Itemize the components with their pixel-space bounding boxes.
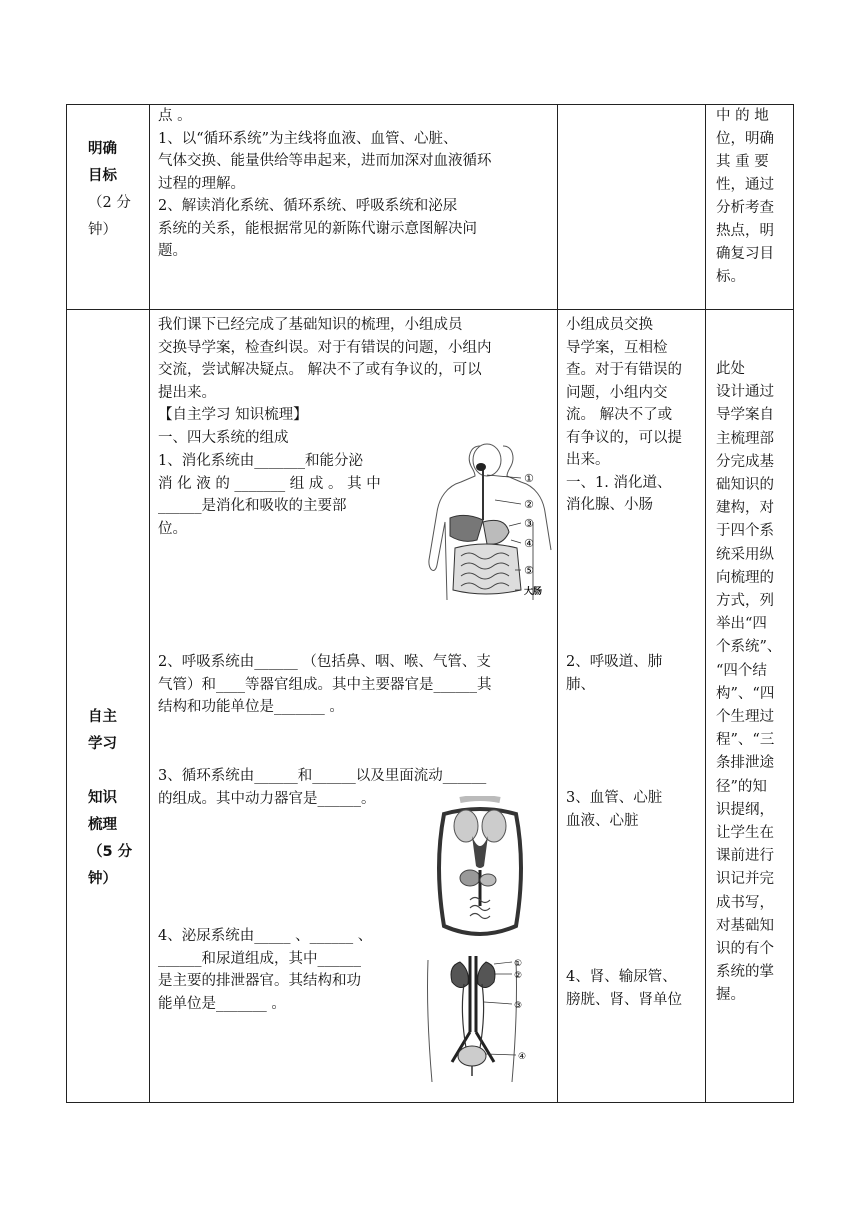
text-line: 个系统”、: [716, 639, 782, 656]
stage-cell-selfstudy: [88, 704, 148, 893]
stage-line: 自主: [88, 709, 117, 725]
stage-line: 梳理: [88, 817, 117, 833]
text-line: 握。: [716, 987, 745, 1004]
text-line: 统采用纵: [716, 546, 774, 563]
stage-line: 钟）: [88, 871, 117, 887]
text-line: 程”、“三: [716, 732, 775, 749]
col-divider-2: [557, 104, 558, 1102]
text-line: 的组成。其中动力器官是______。: [158, 790, 376, 807]
text-line: 气体交换、能量供给等串起来，进而加深对血液循环: [158, 153, 492, 169]
text-line: 向梳理的: [716, 569, 774, 586]
text-line: 小组成员交换: [566, 317, 653, 333]
stage-line: （5 分: [88, 844, 133, 860]
diagram-label: ③: [524, 517, 534, 530]
text-line: “四个结: [716, 662, 767, 679]
subheading: 一、四大系统的组成: [158, 429, 289, 446]
question-digestive: [158, 450, 408, 540]
text-line: 中 的 地: [716, 108, 769, 124]
text-line: 流。 解决不了或: [566, 407, 673, 423]
diagram-label: 大肠: [524, 587, 543, 597]
stage-line: 钟）: [88, 222, 117, 238]
text-line: 3、循环系统由______和______以及里面流动______: [158, 768, 487, 784]
diagram-label: ①: [524, 472, 534, 485]
text-line: 是主要的排泄器官。其结构和功: [158, 973, 361, 989]
text-line: 础知识的: [716, 477, 774, 494]
text-line: 交换导学案，检查纠误。对于有错误的问题，小组内: [158, 339, 492, 356]
text-line: 点 。: [158, 108, 192, 124]
diagram-label: ③: [514, 1001, 523, 1011]
text-line: 2、呼吸道、肺: [566, 654, 663, 670]
text-line: 膀胱、肾、肾单位: [566, 991, 682, 1008]
diagram-label: ④: [524, 537, 534, 550]
text-line: 肺、: [566, 676, 595, 693]
stage-line: 知识: [88, 790, 117, 806]
question-urinary: [158, 925, 408, 1015]
student-answer-2: [566, 651, 702, 696]
col-divider-1: [149, 104, 150, 1102]
text-line: 一、1. 消化道、: [566, 474, 672, 491]
urinary-system-illustration: [420, 952, 540, 1087]
text-line: 提出来。: [158, 384, 216, 401]
stage-line: （2 分: [88, 195, 131, 211]
digestive-system-illustration: [425, 440, 555, 605]
table-right-border: [793, 104, 794, 1102]
circulatory-system-illustration: [430, 796, 530, 944]
student-answer-3: [566, 787, 702, 832]
text-line: 题。: [158, 243, 187, 259]
text-line: 此处: [716, 361, 745, 377]
text-line: 出来。: [566, 452, 610, 468]
text-line: 位，明确: [716, 131, 774, 147]
text-line: 4、肾、输尿管、: [566, 969, 677, 985]
text-line: 结构和功能单位是_______ 。: [158, 699, 344, 715]
text-line: 标。: [716, 269, 745, 285]
diagram-label: ②: [514, 971, 523, 981]
text-line: 识的有个: [716, 941, 774, 958]
stage-line: [88, 758, 148, 785]
text-line: 设计通过: [716, 384, 774, 401]
text-line: 能单位是_______ 。: [158, 995, 286, 1012]
text-line: 确复习目: [716, 246, 774, 262]
text-line: 消化腺、小肠: [566, 497, 653, 513]
text-line: 导学案自: [716, 407, 774, 424]
text-line: 2、解读消化系统、循环系统、呼吸系统和泌尿: [158, 198, 458, 214]
stage-line: 学习: [88, 736, 117, 752]
text-line: 举出“四: [716, 616, 767, 633]
text-line: 4、泌尿系统由_____ 、______ 、: [158, 928, 373, 944]
text-line: 问题，小组内交: [566, 384, 668, 401]
diagram-label: ①: [514, 959, 523, 969]
diagram-label: ⑤: [524, 564, 534, 577]
diagram-label: ④: [518, 1052, 527, 1062]
table-left-border: [66, 104, 67, 1102]
teacher-cell-goal: [158, 105, 552, 263]
student-activity-intro: [566, 314, 702, 517]
text-line: 主梳理部: [716, 430, 774, 447]
text-line: 3、血管、心脏: [566, 790, 663, 806]
text-line: 导学案，互相检: [566, 339, 668, 356]
text-line: 识记并完: [716, 871, 774, 888]
text-line: 性，通过: [716, 177, 774, 193]
text-line: 交流，尝试解决疑点。 解决不了或有争议的，可以: [158, 362, 482, 378]
text-line: 有争议的，可以提: [566, 429, 682, 446]
text-line: 1、消化系统由_______和能分泌: [158, 453, 363, 469]
teacher-intro: [158, 314, 552, 449]
text-line: 热点，明: [716, 223, 774, 239]
text-line: 系统的掌: [716, 964, 774, 981]
diagram-label: ②: [524, 498, 534, 511]
text-line: 课前进行: [716, 848, 774, 865]
text-line: 构”、“四: [716, 685, 775, 702]
text-line: 1、以“循环系统”为主线将血液、血管、心脏、: [158, 130, 458, 147]
stage-line: 明确: [88, 141, 117, 157]
student-answer-4: [566, 966, 702, 1011]
col-divider-3: [705, 104, 706, 1102]
text-line: 分析考查: [716, 200, 774, 216]
text-line: 我们课下已经完成了基础知识的梳理，小组成员: [158, 317, 463, 333]
text-line: 方式，列: [716, 593, 774, 610]
text-line: 成书写，: [716, 894, 774, 911]
section-heading: 【自主学习 知识梳理】: [158, 407, 308, 423]
text-line: 于四个系: [716, 523, 774, 540]
text-line: 识提纲，: [716, 801, 774, 818]
table-bottom-border: [66, 1102, 794, 1103]
text-line: 建构，对: [716, 500, 774, 517]
stage-line: 目标: [88, 168, 117, 184]
stage-cell-goal: [88, 136, 148, 244]
question-respiratory: [158, 651, 552, 719]
text-line: 对基础知: [716, 917, 774, 934]
text-line: ______和尿道组成，其中______: [158, 950, 361, 967]
text-line: 2、呼吸系统由______ （包括鼻、咽、喉、气管、支: [158, 654, 491, 670]
text-line: ______是消化和吸收的主要部: [158, 498, 347, 514]
text-line: 气管）和____等器官组成。其中主要器官是______其: [158, 676, 492, 693]
text-line: 分完成基: [716, 453, 774, 470]
text-line: 过程的理解。: [158, 175, 245, 192]
row-divider: [66, 309, 794, 310]
text-line: 消 化 液 的 _______ 组 成 。 其 中: [158, 475, 381, 492]
text-line: 让学生在: [716, 825, 774, 842]
intent-cell-selfstudy: [716, 358, 792, 1008]
text-line: 血液、心脏: [566, 812, 639, 829]
text-line: 系统的关系，能根据常见的新陈代谢示意图解决问: [158, 220, 477, 237]
text-line: 位。: [158, 520, 187, 537]
text-line: 个生理过: [716, 709, 774, 726]
text-line: 径”的知: [716, 778, 767, 795]
text-line: 条排泄途: [716, 755, 774, 772]
intent-cell-goal: [716, 105, 790, 289]
text-line: 其 重 要: [716, 154, 769, 170]
text-line: 查。对于有错误的: [566, 362, 682, 378]
